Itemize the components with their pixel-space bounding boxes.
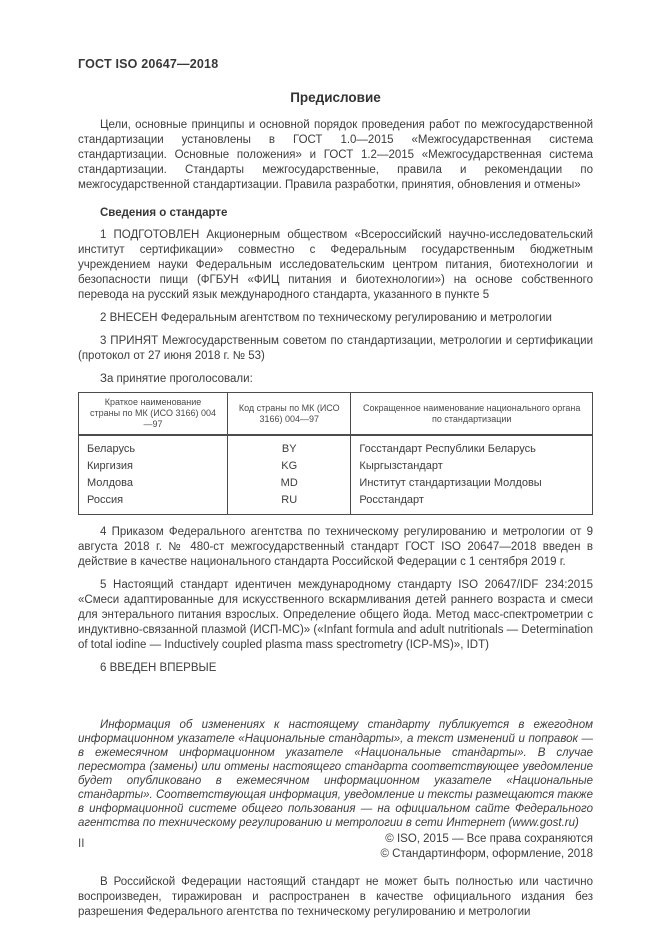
country-cell: Беларусь bbox=[79, 435, 228, 458]
org-cell: Кыргызстандарт bbox=[351, 458, 593, 475]
page-number: II bbox=[78, 838, 85, 850]
org-cell: Росстандарт bbox=[351, 492, 593, 515]
standard-info-item-4: 4 Приказом Федерального агентства по техническому регулированию и метрологии от 9 августа 2018 г. № 480-ст межгосударственный стандарт ГОСТ ISO 20647—2018 введен в действие в качестве национального стандарта Российской Федерации с 1 сентября 2019 г. bbox=[78, 526, 593, 568]
country-cell: Молдова bbox=[79, 475, 228, 492]
copyright-standartinform: © Стандартинформ, оформление, 2018 bbox=[380, 848, 593, 860]
standard-info-item-6: 6 ВВЕДЕН ВПЕРВЫЕ bbox=[100, 662, 217, 674]
table-row bbox=[79, 492, 593, 515]
standard-info-item-1: 1 ПОДГОТОВЛЕН Акционерным обществом «Всероссийский научно-исследовательский институт сертификации» совместно с Федеральным государственным бюджетным учреждением науки Федеральным исследовательским центром питания, биотехнологии и безопасности пищи (ФГБУН «ФИЦ питания и биотехнологии») на основе собственного перевода на русский язык международного стандарта, указанного в пункте 5 bbox=[78, 229, 593, 301]
code-cell: MD bbox=[228, 475, 351, 492]
code-cell: RU bbox=[228, 492, 351, 515]
standard-info-item-5: 5 Настоящий стандарт идентичен международному стандарту ISO 20647/IDF 234:2015 «Смеси адаптированные для искусственного вскармливания детей раннего возраста и смеси для энтерального питания взрослых. Определение общего йода. Метод масс-спектрометрии с индуктивно-связанной плазмой (ИСП-МС)» («Infant formula and adult nutritionals — Determination of total iodine — Inductively coupled plasma mass spectrometry (ICP-MS)», IDT) bbox=[78, 579, 593, 651]
page-title: Предисловие bbox=[290, 90, 381, 105]
vote-table-header-row bbox=[79, 393, 593, 436]
vote-intro-line: За принятие проголосовали: bbox=[100, 373, 253, 385]
copyright-iso: © ISO, 2015 — Все права сохраняются bbox=[385, 833, 593, 845]
country-cell: Киргизия bbox=[79, 458, 228, 475]
table-row bbox=[79, 458, 593, 475]
org-cell: Институт стандартизации Молдовы bbox=[351, 475, 593, 492]
table-row bbox=[79, 475, 593, 492]
intro-paragraph: Цели, основные принципы и основной порядок проведения работ по межгосударственной стандартизации установлены в ГОСТ 1.0—2015 «Межгосударственная система стандартизации. Основные положения» и ГОСТ 1.2—2015 «Межгосударственная система стандартизации. Стандарты межгосударственные, правила и рекомендации по межгосударственной стандартизации. Правила разработки, принятия, обновления и отмены» bbox=[78, 119, 593, 191]
vote-table bbox=[78, 392, 593, 515]
standard-info-heading: Сведения о стандарте bbox=[100, 207, 228, 219]
org-cell: Госстандарт Республики Беларусь bbox=[351, 435, 593, 458]
standard-info-item-2: 2 ВНЕСЕН Федеральным агентством по техническому регулированию и метрологии bbox=[100, 312, 552, 324]
amendments-notice: Информация об изменениях к настоящему стандарту публикуется в ежегодном информационном указателе «Национальные стандарты», а текст изменений и поправок — в ежемесячном информационном указателе «Национальные стандарты». В случае пересмотра (замены) или отмены настоящего стандарта соответствующее уведомление будет опубликовано в ежемесячном информационном указателе «Национальные стандарты». Соответствующая информация, уведомление и тексты размещаются также в информационной системе общего пользования — на официальном сайте Федерального агентства по техническому регулированию и метрологии в сети Интернет (www.gost.ru) bbox=[78, 719, 593, 829]
column-header-country: Краткое наименование страны по МК (ИСО 3166) 004—97 bbox=[79, 393, 228, 436]
table-row bbox=[79, 435, 593, 458]
country-cell: Россия bbox=[79, 492, 228, 515]
copyright-block bbox=[78, 832, 593, 862]
code-cell: BY bbox=[228, 435, 351, 458]
column-header-org: Сокращенное наименование национального органа по стандартизации bbox=[351, 393, 593, 436]
document-code: ГОСТ ISO 20647—2018 bbox=[78, 57, 219, 71]
code-cell: KG bbox=[228, 458, 351, 475]
reproduction-restriction: В Российской Федерации настоящий стандарт не может быть полностью или частично воспроизведен, тиражирован и распространен в качестве официального издания без разрешения Федерального агентства по техническому регулированию и метрологии bbox=[78, 876, 593, 918]
standard-info-item-3: 3 ПРИНЯТ Межгосударственным советом по стандартизации, метрологии и сертификации (протокол от 27 июня 2018 г. № 53) bbox=[78, 335, 593, 362]
column-header-code: Код страны по МК (ИСО 3166) 004—97 bbox=[228, 393, 351, 436]
